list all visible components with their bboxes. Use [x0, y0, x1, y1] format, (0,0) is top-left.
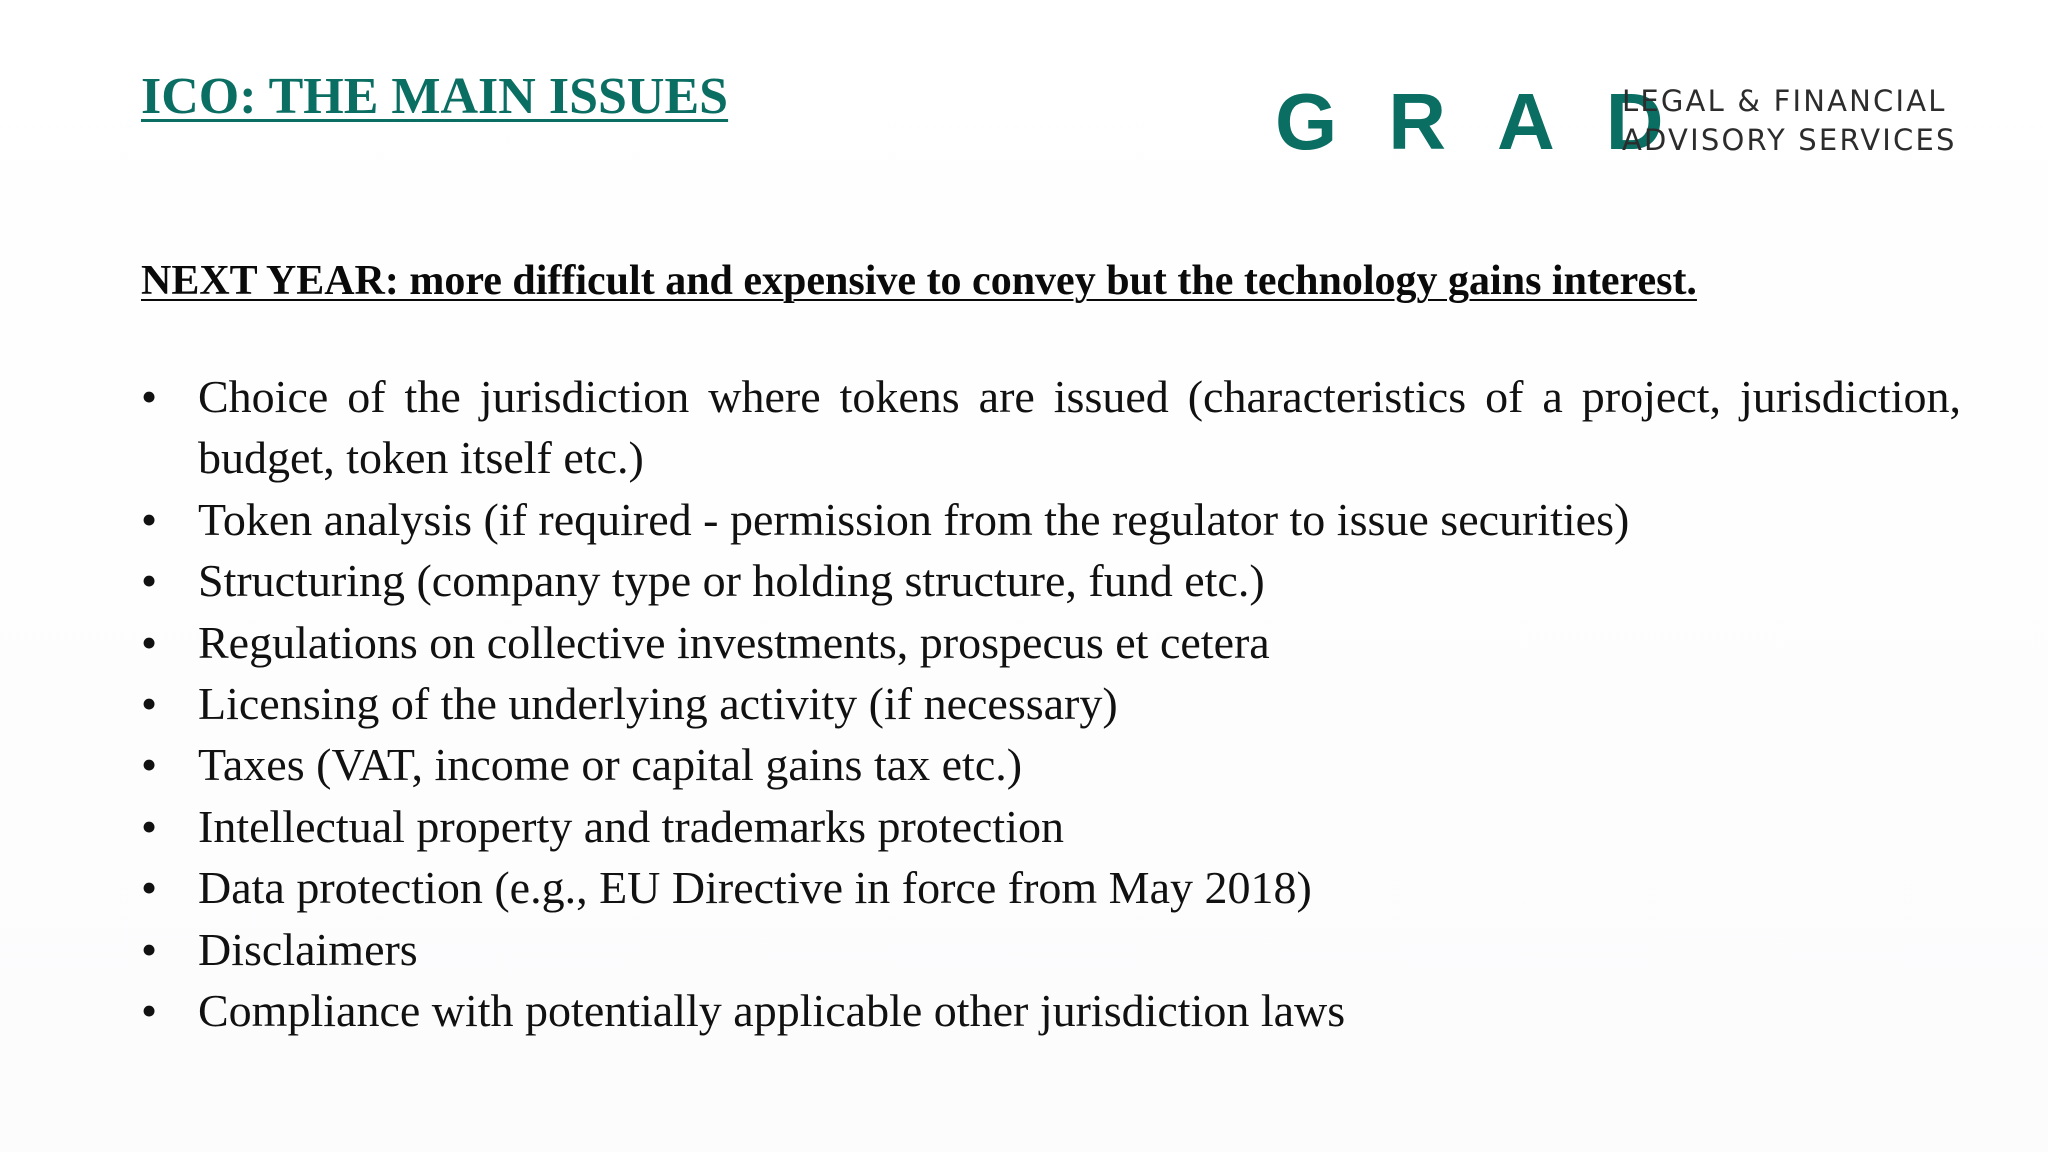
list-item: • Data protection (e.g., EU Directive in force from May 2018) — [141, 857, 1961, 918]
list-item: • Compliance with potentially applicable other jurisdiction laws — [141, 980, 1961, 1041]
issues-list — [141, 366, 1961, 1041]
logo-tagline — [1622, 82, 1957, 160]
list-item: • Token analysis (if required - permission from the regulator to issue securities) — [141, 489, 1961, 550]
logo-wordmark: GRAD — [1275, 77, 1715, 166]
list-item: • Regulations on collective investments, prospecus et cetera — [141, 612, 1961, 673]
list-item: • Choice of the jurisdiction where tokens are issued (characteristics of a project, jurisdiction, budget, token itself etc.) — [141, 366, 1961, 489]
list-item: • Intellectual property and trademarks protection — [141, 796, 1961, 857]
list-item: • Licensing of the underlying activity (if necessary) — [141, 673, 1961, 734]
slide-subheading: NEXT YEAR: more difficult and expensive to convey but the technology gains interest. — [141, 258, 1697, 304]
list-item: • Taxes (VAT, income or capital gains tax etc.) — [141, 734, 1961, 795]
logo-tagline-line1: LEGAL & FINANCIAL — [1622, 84, 1947, 118]
list-item: • Structuring (company type or holding structure, fund etc.) — [141, 550, 1961, 611]
logo-tagline-line2: ADVISORY SERVICES — [1622, 123, 1957, 157]
list-item: • Disclaimers — [141, 919, 1961, 980]
grad-logo — [1275, 77, 1957, 166]
slide-title: ICO: THE MAIN ISSUES — [141, 68, 729, 125]
